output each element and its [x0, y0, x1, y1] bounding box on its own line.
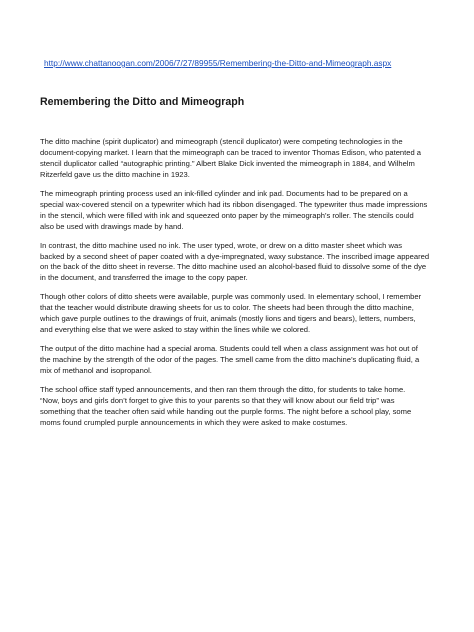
text-line: on the back of the ditto sheet in reverse. The ditto machine used an alcohol-based fluid to dissolve some of the dye [40, 262, 427, 272]
paragraph-history [40, 137, 438, 181]
text-line: document-copying market. I learn that the mimeograph can be traced to inventor Thomas Edison, who patented a [40, 147, 422, 157]
text-line: The mimeograph printing process used an ink-filled cylinder and ink pad. Documents had to be prepared on a [40, 188, 408, 198]
article-title: Remembering the Ditto and Mimeograph [40, 96, 245, 108]
text-line: that the teacher would distribute drawing sheets for us to color. The sheets had been through the ditto machine, [40, 303, 414, 313]
text-line: The output of the ditto machine had a special aroma. Students could tell when a class assignment was hot out of [40, 344, 418, 354]
text-line: moms found crumpled purple announcements in which they were asked to make costumes. [40, 417, 348, 427]
text-line: the machine by the strength of the odor of the pages. The smell came from the ditto machine’s duplicating fluid, a [40, 355, 420, 365]
text-line: “Now, boys and girls don’t forget to give this to your parents so that they will know about our field trip” was [40, 396, 395, 406]
paragraph-purple-sheets [40, 292, 438, 336]
text-line: Though other colors of ditto sheets were available, purple was commonly used. In elementary school, I remember [40, 292, 422, 302]
text-line: In contrast, the ditto machine used no ink. The user typed, wrote, or drew on a ditto master sheet which was [40, 240, 403, 250]
paragraph-aroma [40, 344, 438, 377]
text-line: in the document, and transferred the image to the copy paper. [40, 273, 248, 283]
text-line: which gave purple outlines to the drawings of fruit, animals (mostly lions and tigers and bears), letters, numbers, [40, 314, 416, 324]
paragraph-announcements [40, 385, 438, 429]
text-line: also be used with drawings made by hand. [40, 221, 184, 231]
text-line: in the stencil, which were filled with ink and squeezed onto paper by the mimeograph’s roller. The stencils could [40, 210, 414, 220]
text-line: special wax-covered stencil on a typewriter which had its ribbon disengaged. The typewriter thus made impressions [40, 199, 428, 209]
text-line: The school office staff typed announcements, and then ran them through the ditto, for students to take home. [40, 385, 406, 395]
paragraph-mimeograph-process [40, 189, 438, 233]
text-line: backed by a second sheet of paper coated with a dye-impregnated, waxy substance. The inscribed image appeared [40, 251, 430, 261]
text-line: The ditto machine (spirit duplicator) and mimeograph (stencil duplicator) were competing technologies in the [40, 137, 403, 146]
article-body [40, 137, 438, 437]
text-line: Ritzerfeld gave us the ditto machine in 1923. [40, 169, 190, 179]
text-line: stencil duplicator called “autographic printing.” Albert Blake Dick invented the mimeograph in 1884, and Wilhelm [40, 158, 415, 168]
text-line: mix of methanol and isopropanol. [40, 366, 152, 376]
source-link[interactable]: http://www.chattanoogan.com/2006/7/27/89955/Remembering-the-Ditto-and-Mimeograph.aspx [44, 58, 392, 68]
paragraph-ditto-process [40, 241, 438, 285]
text-line: something that the teacher often said while handing out the purple forms. The night before a school play, some [40, 406, 412, 416]
text-line: and everything else that we were asked to stay within the lines while we colored. [40, 325, 311, 335]
